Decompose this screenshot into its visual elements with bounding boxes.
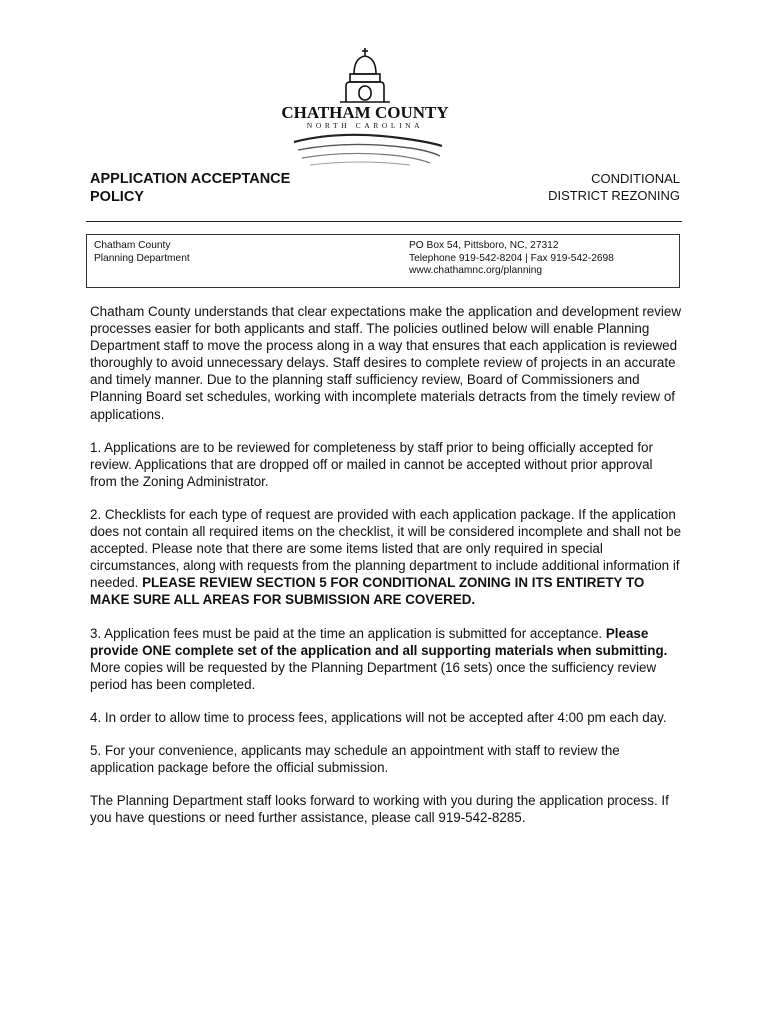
policy-body bbox=[90, 303, 682, 842]
landscape-icon bbox=[294, 135, 442, 165]
document-title bbox=[90, 170, 350, 206]
item-2-emphasis: PLEASE REVIEW SECTION 5 FOR CONDITIONAL ZONING IN ITS ENTIRETY TO MAKE SURE ALL AREAS FOR SUBMISSION ARE COVERED. bbox=[90, 575, 645, 608]
title-line-1: APPLICATION ACCEPTANCE bbox=[90, 171, 291, 187]
doc-type-line-2: DISTRICT REZONING bbox=[548, 188, 680, 203]
policy-item-3 bbox=[90, 625, 682, 693]
document-type bbox=[420, 170, 680, 204]
website-link[interactable]: www.chathamnc.org/planning bbox=[409, 265, 543, 276]
intro-paragraph: Chatham County understands that clear expectations make the application and development review processes easier for both applicants and staff. The policies outlined below will enable Planning Department staff to move the process along in a way that ensures that each application is reviewed thoroughly to avoid unnecessary delays. Staff desires to complete review of projects in an accurate and timely manner. Due to the planning staff sufficiency review, Board of Commissioners and Planning Board set schedules, working with incomplete materials detracts from the timely review of applications. bbox=[90, 304, 682, 422]
phone-fax: Telephone 919-542-8204 | Fax 919-542-2698 bbox=[409, 252, 614, 264]
item-3-text: 3. Application fees must be paid at the time an application is submitted for acceptance. bbox=[90, 625, 606, 641]
title-line-2: POLICY bbox=[90, 189, 144, 205]
header-divider bbox=[86, 221, 682, 222]
org-name: Chatham County bbox=[94, 240, 171, 251]
chatham-county-logo bbox=[280, 44, 450, 176]
contact-info-box bbox=[86, 234, 680, 288]
policy-item-5: 5. For your convenience, applicants may schedule an appointment with staff to review the application package before the official submission. bbox=[90, 742, 620, 776]
organization-block bbox=[94, 240, 190, 265]
item-3-rest: More copies will be requested by the Planning Department (16 sets) once the sufficiency review period has been completed. bbox=[90, 659, 657, 692]
contact-block bbox=[409, 240, 614, 278]
item-2-text: 2. Checklists for each type of request are provided with each application package. If the application does not contain all required items on the checklist, it will be considered incomplete and shall not be accepted. Please note that there are some items listed that are only required in special circumstances, along with requests from the planning department to include additional information if needed. bbox=[90, 506, 682, 591]
policy-item-1: 1. Applications are to be reviewed for completeness by staff prior to being officially accepted for review. Applications that are dropped off or mailed in cannot be accepted without prior approval from the Zoning Administrator. bbox=[90, 439, 653, 489]
state-name: NORTH CAROLINA bbox=[306, 121, 424, 130]
courthouse-icon bbox=[340, 48, 390, 102]
org-department: Planning Department bbox=[94, 252, 190, 264]
doc-type-line-1: CONDITIONAL bbox=[591, 171, 680, 186]
item-3-emphasis: Please provide ONE complete set of the application and all supporting materials when submitting. bbox=[90, 625, 668, 658]
mailing-address: PO Box 54, Pittsboro, NC, 27312 bbox=[409, 240, 559, 251]
policy-item-4: 4. In order to allow time to process fees, applications will not be accepted after 4:00 pm each day. bbox=[90, 709, 667, 725]
policy-item-2 bbox=[90, 506, 682, 609]
closing-paragraph: The Planning Department staff looks forward to working with you during the application process. If you have questions or need further assistance, please call 919-542-8285. bbox=[90, 793, 669, 826]
county-name: CHATHAM COUNTY bbox=[281, 103, 449, 122]
